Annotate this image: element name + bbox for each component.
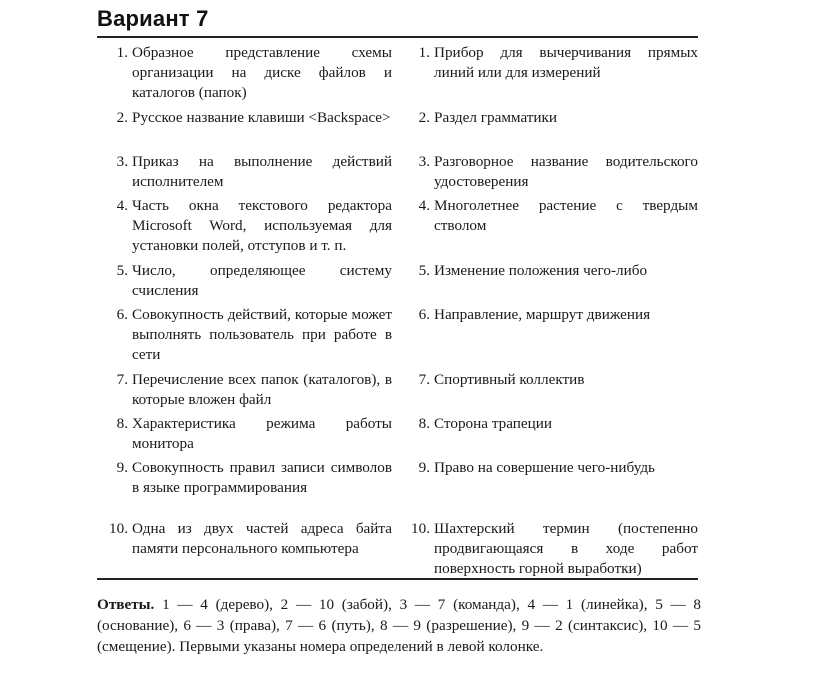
left-item xyxy=(97,414,392,454)
item-number: 10. xyxy=(109,520,128,537)
right-item xyxy=(401,261,698,281)
item-text: Сторона трапеции xyxy=(434,415,553,432)
item-text: Право на совершение чего-нибудь xyxy=(434,459,655,476)
item-number: 6. xyxy=(116,306,128,323)
table-top-rule xyxy=(97,36,698,38)
item-number: 1. xyxy=(418,44,430,61)
table-bottom-rule xyxy=(97,578,698,580)
left-item xyxy=(97,519,392,559)
answers-text: 1 — 4 (дерево), 2 — 10 (забой), 3 — 7 (команда), 4 — 1 (линейка), 5 — 8 (основание), 6 — 3 (права), 7 — 6 (путь), 8 — 9 (разрешение), 9 — 2 (синтаксис), 10 — 5 (смещение). Первыми указаны номера определений в левой колонке. xyxy=(97,596,701,655)
item-text: Одна из двух частей адреса байта памяти персонального компьютера xyxy=(132,520,392,557)
item-text: Часть окна текстового редактора Microsoft Word, используемая для установки полей, отступов и т. п. xyxy=(132,197,392,254)
answers-label: Ответы. xyxy=(97,596,155,613)
item-number: 9. xyxy=(418,459,430,476)
item-number: 3. xyxy=(116,153,128,170)
answers-block xyxy=(97,594,701,657)
right-item xyxy=(401,305,698,325)
item-number: 6. xyxy=(418,306,430,323)
item-text: Русское название клавиши <Backspace> xyxy=(132,109,391,126)
item-text: Перечисление всех папок (каталогов), в которые вложен файл xyxy=(132,371,392,408)
page-title: Вариант 7 xyxy=(97,6,209,31)
left-item xyxy=(97,305,392,365)
right-item xyxy=(401,196,698,236)
item-text: Раздел грамматики xyxy=(434,109,558,126)
item-text: Характеристика режима работы монитора xyxy=(132,415,392,452)
item-number: 2. xyxy=(418,109,430,126)
right-item xyxy=(401,43,698,83)
right-item xyxy=(401,414,698,434)
right-item xyxy=(401,458,698,478)
item-text: Спортивный коллектив xyxy=(434,371,585,388)
item-number: 2. xyxy=(116,109,128,126)
item-text: Совокупность действий, которые может выполнять пользователь при работе в сети xyxy=(132,306,392,363)
right-item xyxy=(401,370,698,390)
item-number: 1. xyxy=(116,44,128,61)
item-number: 4. xyxy=(116,197,128,214)
item-text: Многолетнее растение с твердым стволом xyxy=(434,197,698,234)
item-text: Прибор для вычерчивания прямых линий или для измерений xyxy=(434,44,698,81)
item-number: 5. xyxy=(418,262,430,279)
left-item xyxy=(97,108,392,128)
item-text: Изменение положения чего-либо xyxy=(434,262,648,279)
left-item xyxy=(97,43,392,103)
item-text: Образное представление схемы организации на диске файлов и каталогов (папок) xyxy=(132,44,392,101)
item-number: 8. xyxy=(116,415,128,432)
left-item xyxy=(97,152,392,192)
right-item xyxy=(401,519,698,579)
left-item xyxy=(97,370,392,410)
item-text: Число, определяющее систему счисления xyxy=(132,262,392,299)
item-number: 9. xyxy=(116,459,128,476)
left-item xyxy=(97,196,392,256)
item-number: 4. xyxy=(418,197,430,214)
item-text: Шахтерский термин (постепенно продвигающаяся в ходе работ поверхность горной выработки) xyxy=(434,520,698,577)
item-number: 3. xyxy=(418,153,430,170)
right-item xyxy=(401,108,698,128)
right-item xyxy=(401,152,698,192)
item-text: Совокупность правил записи символов в языке программирования xyxy=(132,459,392,496)
item-text: Разговорное название водительского удостоверения xyxy=(434,153,698,190)
item-number: 7. xyxy=(418,371,430,388)
item-number: 5. xyxy=(116,262,128,279)
item-text: Приказ на выполнение действий исполнителем xyxy=(132,153,392,190)
left-item xyxy=(97,261,392,301)
left-item xyxy=(97,458,392,498)
item-number: 7. xyxy=(116,371,128,388)
item-number: 8. xyxy=(418,415,430,432)
item-number: 10. xyxy=(411,520,430,537)
item-text: Направление, маршрут движения xyxy=(434,306,651,323)
